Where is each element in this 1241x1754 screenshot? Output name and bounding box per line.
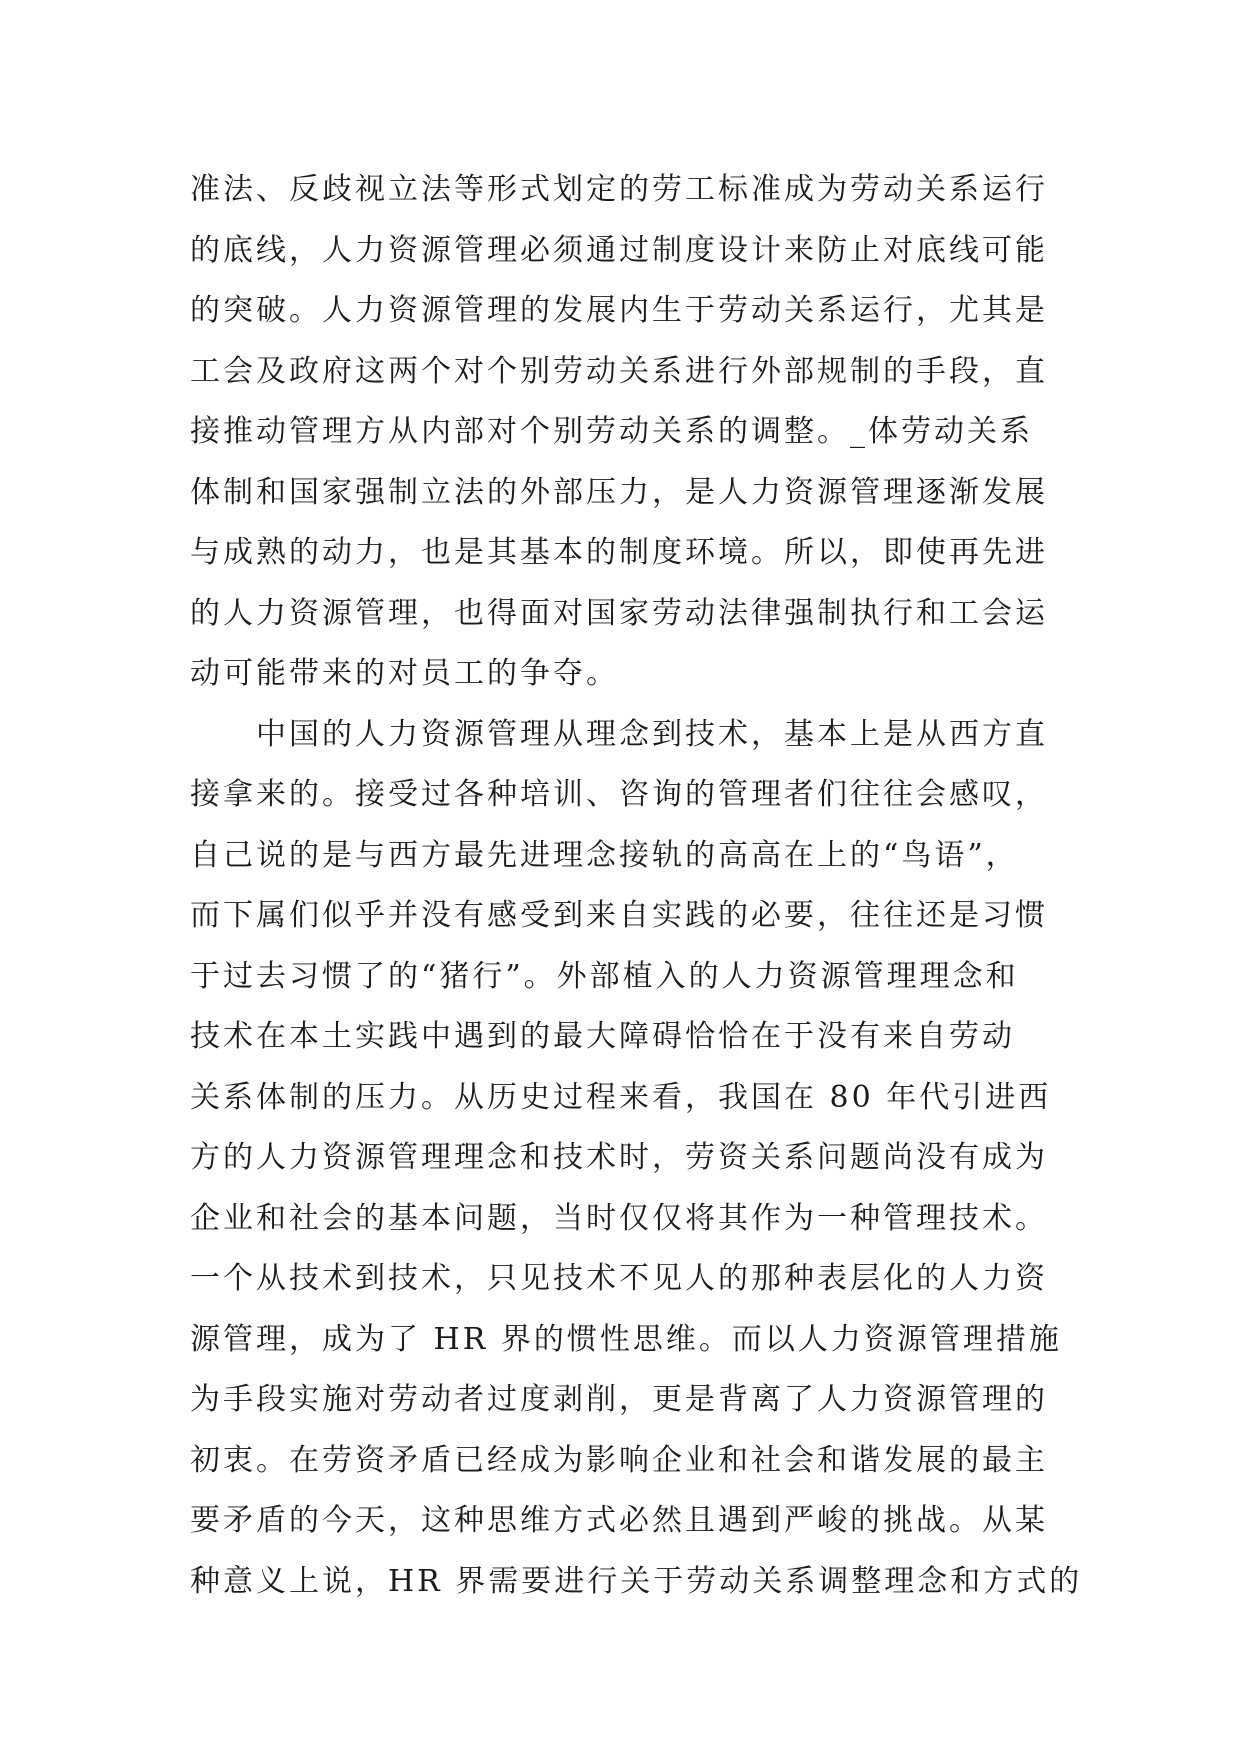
- text-line: 体制和国家强制立法的外部压力，是人力资源管理逐渐发展: [190, 474, 1048, 510]
- text-line: 与成熟的动力，也是其基本的制度环境。所以，即使再先进: [190, 535, 1048, 570]
- text-line: 接推动管理方从内部对个别劳动关系的调整。_体劳动关系: [190, 414, 1033, 449]
- text-line: 源管理，成为了 HR 界的惯性思维。而以人力资源管理措施: [190, 1321, 1062, 1357]
- text-line: 企业和社会的基本问题，当时仅仅将其作为一种管理技术。: [190, 1200, 1048, 1236]
- text-line: 要矛盾的今天，这种思维方式必然且遇到严峻的挑战。从某: [190, 1503, 1048, 1538]
- text-line: 方的人力资源管理理念和技术时，劳资关系问题尚没有成为: [190, 1140, 1048, 1175]
- text-line: 关系体制的压力。从历史过程来看，我国在 80 年代引进西: [190, 1079, 1052, 1115]
- text-line: 一个从技术到技术，只见技术不见人的那种表层化的人力资: [190, 1261, 1048, 1296]
- text-line-indented: 中国的人力资源管理从理念到技术，基本上是从西方直: [256, 716, 1048, 752]
- text-line: 工会及政府这两个对个别劳动关系进行外部规制的手段，直: [190, 353, 1048, 389]
- text-line: 技术在本土实践中遇到的最大障碍恰恰在于没有来自劳动: [190, 1019, 1015, 1054]
- text-line: 准法、反歧视立法等形式划定的劳工标准成为劳动关系运行: [190, 172, 1048, 207]
- text-line: 为手段实施对劳动者过度剥削，更是背离了人力资源管理的: [190, 1382, 1048, 1417]
- text-line: 初衷。在劳资矛盾已经成为影响企业和社会和谐发展的最主: [190, 1442, 1048, 1478]
- text-line: 自己说的是与西方最先进理念接轨的高高在上的“鸟语”，: [190, 837, 1019, 873]
- paragraph: [190, 705, 1083, 1613]
- document-body: [190, 160, 1083, 1612]
- text-line: 种意义上说，HR 界需要进行关于劳动关系调整理念和方式的: [190, 1563, 1083, 1599]
- text-line: 而下属们似乎并没有感受到来自实践的必要，往往还是习惯: [190, 898, 1048, 933]
- text-line: 的底线，人力资源管理必须通过制度设计来防止对底线可能: [190, 232, 1048, 268]
- paragraph: [190, 160, 1070, 705]
- text-line: 接拿来的。接受过各种培训、咨询的管理者们往往会感叹，: [190, 777, 1048, 812]
- text-line: 动可能带来的对员工的争夺。: [190, 656, 619, 691]
- text-line: 的突破。人力资源管理的发展内生于劳动关系运行，尤其是: [190, 293, 1048, 328]
- text-line: 的人力资源管理，也得面对国家劳动法律强制执行和工会运: [190, 595, 1048, 631]
- text-line: 于过去习惯了的“猪行”。外部植入的人力资源管理理念和: [190, 958, 1019, 994]
